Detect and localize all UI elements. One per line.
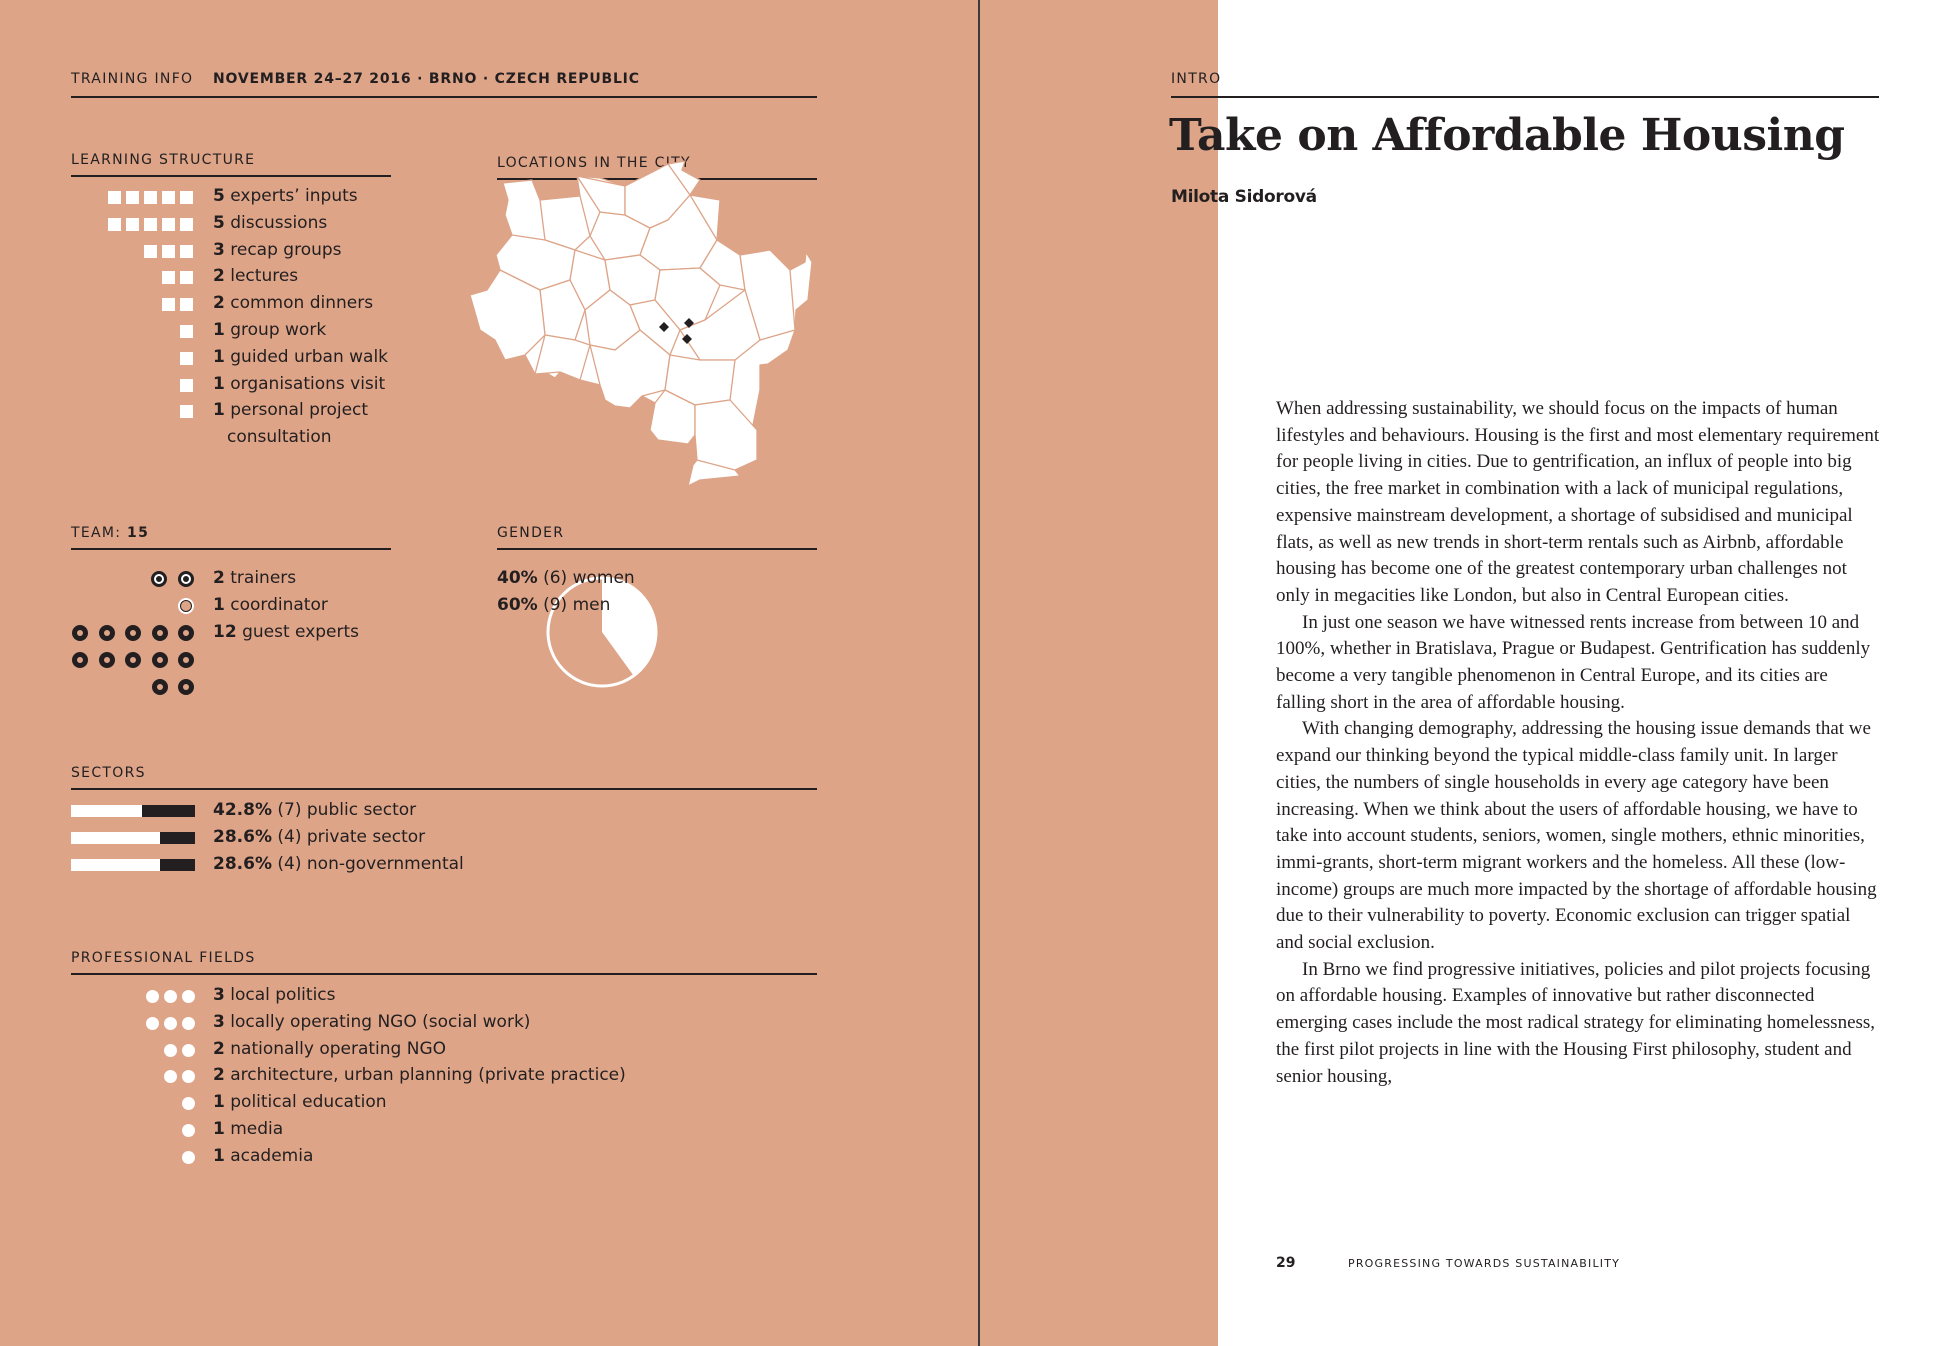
guest-expert-marker bbox=[125, 625, 141, 641]
trainer-marker bbox=[178, 571, 194, 587]
learning-item-label: lectures bbox=[230, 266, 299, 287]
gender-item bbox=[497, 595, 610, 615]
page-number: 29 bbox=[1276, 1255, 1296, 1271]
fields-title: PROFESSIONAL FIELDS bbox=[71, 950, 256, 966]
structure-square-marker bbox=[108, 191, 121, 204]
guest-expert-marker bbox=[72, 652, 88, 668]
team-item-count: 1 bbox=[213, 595, 225, 615]
field-item-label: local politics bbox=[230, 985, 336, 1005]
structure-square-marker bbox=[144, 191, 157, 204]
learning-title: LEARNING STRUCTURE bbox=[71, 152, 256, 168]
structure-square-marker bbox=[162, 191, 175, 204]
field-item bbox=[213, 1065, 626, 1085]
field-item-count: 3 bbox=[213, 1011, 225, 1032]
article-paragraph: In just one season we have witnessed rents increase from between 10 and 100%, whether in Bratislava, Prague or Budapest. Gentrification has suddenly become a very tangible phenomenon in Central Europe, and its cities are falling short in the area of affordable housing. bbox=[1276, 611, 1871, 713]
trainer-marker bbox=[151, 571, 167, 587]
guest-expert-marker bbox=[125, 652, 141, 668]
learning-item bbox=[213, 400, 368, 420]
structure-square-marker bbox=[180, 405, 193, 418]
field-item bbox=[213, 985, 336, 1005]
field-item-count: 1 bbox=[213, 1145, 225, 1166]
field-item-count: 3 bbox=[213, 985, 225, 1005]
city-map bbox=[460, 150, 820, 500]
guest-expert-marker bbox=[72, 625, 88, 641]
field-item-count: 2 bbox=[213, 1038, 225, 1059]
field-item bbox=[213, 1092, 387, 1112]
learning-item bbox=[213, 347, 388, 367]
learning-item bbox=[213, 240, 342, 260]
intro-label: INTRO bbox=[1171, 71, 1222, 87]
field-item-count: 1 bbox=[213, 1119, 225, 1139]
gender-item-percent: 40% bbox=[497, 568, 538, 588]
sector-item-percent: 28.6% bbox=[213, 826, 272, 847]
learning-item-label: group work bbox=[230, 320, 327, 340]
intro-rule bbox=[1171, 96, 1879, 98]
field-item bbox=[213, 1119, 283, 1139]
field-dot-marker bbox=[182, 990, 195, 1003]
learning-item bbox=[213, 213, 327, 233]
field-item-label: media bbox=[230, 1119, 284, 1139]
gender-item-count: (6) bbox=[543, 568, 568, 588]
guest-expert-marker bbox=[178, 679, 194, 695]
team-item-count: 12 bbox=[213, 622, 237, 642]
structure-square-marker bbox=[180, 298, 193, 311]
structure-square-marker bbox=[126, 191, 139, 204]
team-title: TEAM: 15 bbox=[71, 525, 150, 541]
structure-square-marker bbox=[180, 352, 193, 365]
sector-bar bbox=[71, 859, 195, 871]
learning-item-label: recap groups bbox=[230, 239, 342, 260]
sector-item-count: (4) bbox=[277, 853, 302, 874]
learning-item-count: 1 bbox=[213, 400, 225, 421]
structure-square-marker bbox=[162, 218, 175, 231]
field-dot-marker bbox=[164, 1044, 177, 1057]
learning-item-count: 3 bbox=[213, 239, 225, 260]
sector-item-count: (7) bbox=[277, 800, 302, 820]
team-item-label: guest experts bbox=[242, 622, 360, 642]
structure-square-marker bbox=[162, 298, 175, 311]
structure-square-marker bbox=[144, 218, 157, 231]
sector-bar-fill bbox=[142, 805, 195, 817]
running-title: PROGRESSING TOWARDS SUSTAINABILITY bbox=[1348, 1257, 1621, 1270]
sectors-title: SECTORS bbox=[71, 765, 146, 781]
learning-item-label: organisations visit bbox=[230, 373, 386, 394]
article-paragraph: With changing demography, addressing the housing issue demands that we expand our thinking beyond the typical middle-class family unit. In larger cities, the numbers of single households in every age category have been increasing. When we think about the users of affordable housing, we have to take into account students, seniors, women, single mothers, ethnic minorities, immi-grants, short-term migrant workers and the homeless. All these (low-income) groups are much more impacted by the shortage of affordable housing due to their vulnerability to poverty. Economic exclusion can trigger spatial and social exclusion. bbox=[1276, 718, 1877, 954]
article-paragraph: In Brno we find progressive initiatives, policies and pilot projects focusing on affordable housing. Examples of innovative but rather disconnected emerging cases include the most radical strategy for eliminating homelessness, the first pilot projects in line with the Housing First philosophy, student and senior housing, bbox=[1276, 958, 1876, 1087]
article-author: Milota Sidorová bbox=[1171, 187, 1317, 207]
gender-item bbox=[497, 568, 635, 588]
structure-square-marker bbox=[126, 218, 139, 231]
learning-item-count: 2 bbox=[213, 293, 225, 314]
learning-item bbox=[213, 320, 326, 340]
gender-item-label: women bbox=[572, 568, 635, 588]
learning-item-count: 1 bbox=[213, 373, 225, 394]
guest-expert-marker bbox=[152, 625, 168, 641]
sector-item-label: non-governmental bbox=[306, 853, 464, 874]
field-item-count: 2 bbox=[213, 1065, 225, 1086]
gender-item-count: (9) bbox=[543, 595, 568, 615]
fields-rule bbox=[71, 973, 817, 975]
sector-item bbox=[213, 854, 464, 874]
guest-expert-marker bbox=[178, 652, 194, 668]
gender-title: GENDER bbox=[497, 525, 565, 541]
learning-item bbox=[213, 374, 385, 394]
sector-bar bbox=[71, 832, 195, 844]
locations-title: LOCATIONS IN THE CITY bbox=[497, 155, 691, 171]
sectors-rule bbox=[71, 788, 817, 790]
guest-expert-marker bbox=[152, 652, 168, 668]
guest-expert-marker bbox=[178, 625, 194, 641]
field-item-label: nationally operating NGO bbox=[230, 1038, 447, 1059]
structure-square-marker bbox=[180, 325, 193, 338]
sector-bar-fill bbox=[160, 859, 196, 871]
guest-expert-marker bbox=[99, 652, 115, 668]
structure-square-marker bbox=[144, 245, 157, 258]
gender-rule bbox=[497, 548, 817, 550]
field-dot-marker bbox=[182, 1044, 195, 1057]
structure-square-marker bbox=[180, 191, 193, 204]
learning-rule bbox=[71, 175, 391, 177]
field-item-label: academia bbox=[230, 1145, 314, 1166]
field-dot-marker bbox=[146, 990, 159, 1003]
team-item-label: trainers bbox=[230, 568, 297, 588]
team-item bbox=[213, 622, 359, 642]
team-total: 15 bbox=[127, 525, 150, 541]
team-item bbox=[213, 568, 296, 588]
structure-square-marker bbox=[180, 271, 193, 284]
learning-item-count: 5 bbox=[213, 186, 225, 206]
sector-bar-fill bbox=[160, 832, 196, 844]
article-body bbox=[1276, 396, 1881, 1090]
field-dot-marker bbox=[164, 990, 177, 1003]
article-title: Take on Affordable Housing bbox=[1169, 110, 1845, 161]
field-item-label: political education bbox=[230, 1092, 387, 1113]
learning-item bbox=[213, 293, 373, 313]
learning-item-count: 1 bbox=[213, 320, 225, 340]
team-item-label: coordinator bbox=[230, 595, 328, 615]
structure-square-marker bbox=[162, 245, 175, 258]
team-item-count: 2 bbox=[213, 568, 225, 588]
learning-item bbox=[213, 266, 298, 286]
sector-item-count: (4) bbox=[277, 826, 302, 847]
learning-item-label: experts’ inputs bbox=[230, 186, 358, 206]
structure-square-marker bbox=[108, 218, 121, 231]
field-item-label: locally operating NGO (social work) bbox=[230, 1011, 531, 1032]
field-item bbox=[213, 1012, 530, 1032]
sector-item-percent: 42.8% bbox=[213, 800, 272, 820]
gender-item-label: men bbox=[572, 595, 611, 615]
structure-square-marker bbox=[162, 271, 175, 284]
sector-item-label: public sector bbox=[306, 800, 417, 820]
sector-item bbox=[213, 800, 416, 820]
field-item-label: architecture, urban planning (private practice) bbox=[230, 1065, 626, 1086]
guest-expert-marker bbox=[152, 679, 168, 695]
learning-item-count: 5 bbox=[213, 212, 225, 233]
sector-bar bbox=[71, 805, 195, 817]
field-dot-marker bbox=[164, 1017, 177, 1030]
team-rule bbox=[71, 548, 391, 550]
field-item bbox=[213, 1039, 446, 1059]
sector-item bbox=[213, 827, 425, 847]
field-item bbox=[213, 1146, 313, 1166]
field-dot-marker bbox=[182, 1017, 195, 1030]
sector-item-label: private sector bbox=[306, 826, 426, 847]
structure-square-marker bbox=[180, 245, 193, 258]
field-item-count: 1 bbox=[213, 1092, 225, 1113]
learning-item-count: 1 bbox=[213, 346, 225, 367]
sector-item-percent: 28.6% bbox=[213, 853, 272, 874]
header-label: TRAINING INFO bbox=[71, 71, 194, 87]
guest-expert-marker bbox=[99, 625, 115, 641]
learning-item-count: 2 bbox=[213, 266, 225, 287]
header-event: NOVEMBER 24–27 2016 · BRNO · CZECH REPUBLIC bbox=[213, 71, 640, 87]
learning-item-continuation: consultation bbox=[227, 427, 332, 448]
article-paragraph: When addressing sustainability, we should focus on the impacts of human lifestyles and behaviours. Housing is the first and most elementary requirement for people living in cities. Due to gentrification, an influx of people into big cities, the free market in combination with a lack of municipal regulations, expensive mainstream development, a shortage of subsidised and municipal flats, as well as new trends in short-term rentals such as Airbnb, affordable housing has become one of the greatest contemporary urban challenges not only in megacities like London, but also in Central European cities. bbox=[1276, 398, 1880, 606]
field-dot-marker bbox=[182, 1151, 195, 1164]
header-rule bbox=[71, 96, 817, 98]
structure-square-marker bbox=[180, 379, 193, 392]
coordinator-marker bbox=[178, 598, 194, 614]
gender-pie-chart bbox=[545, 575, 660, 690]
team-item bbox=[213, 595, 328, 615]
gender-item-percent: 60% bbox=[497, 595, 538, 615]
learning-item-label: discussions bbox=[230, 212, 328, 233]
learning-item-label: common dinners bbox=[230, 293, 374, 314]
field-dot-marker bbox=[146, 1017, 159, 1030]
learning-item-label: personal project bbox=[230, 400, 369, 421]
learning-item bbox=[213, 186, 358, 206]
page-gutter bbox=[978, 0, 980, 1346]
structure-square-marker bbox=[180, 218, 193, 231]
field-dot-marker bbox=[182, 1124, 195, 1137]
learning-item-label: guided urban walk bbox=[230, 346, 389, 367]
